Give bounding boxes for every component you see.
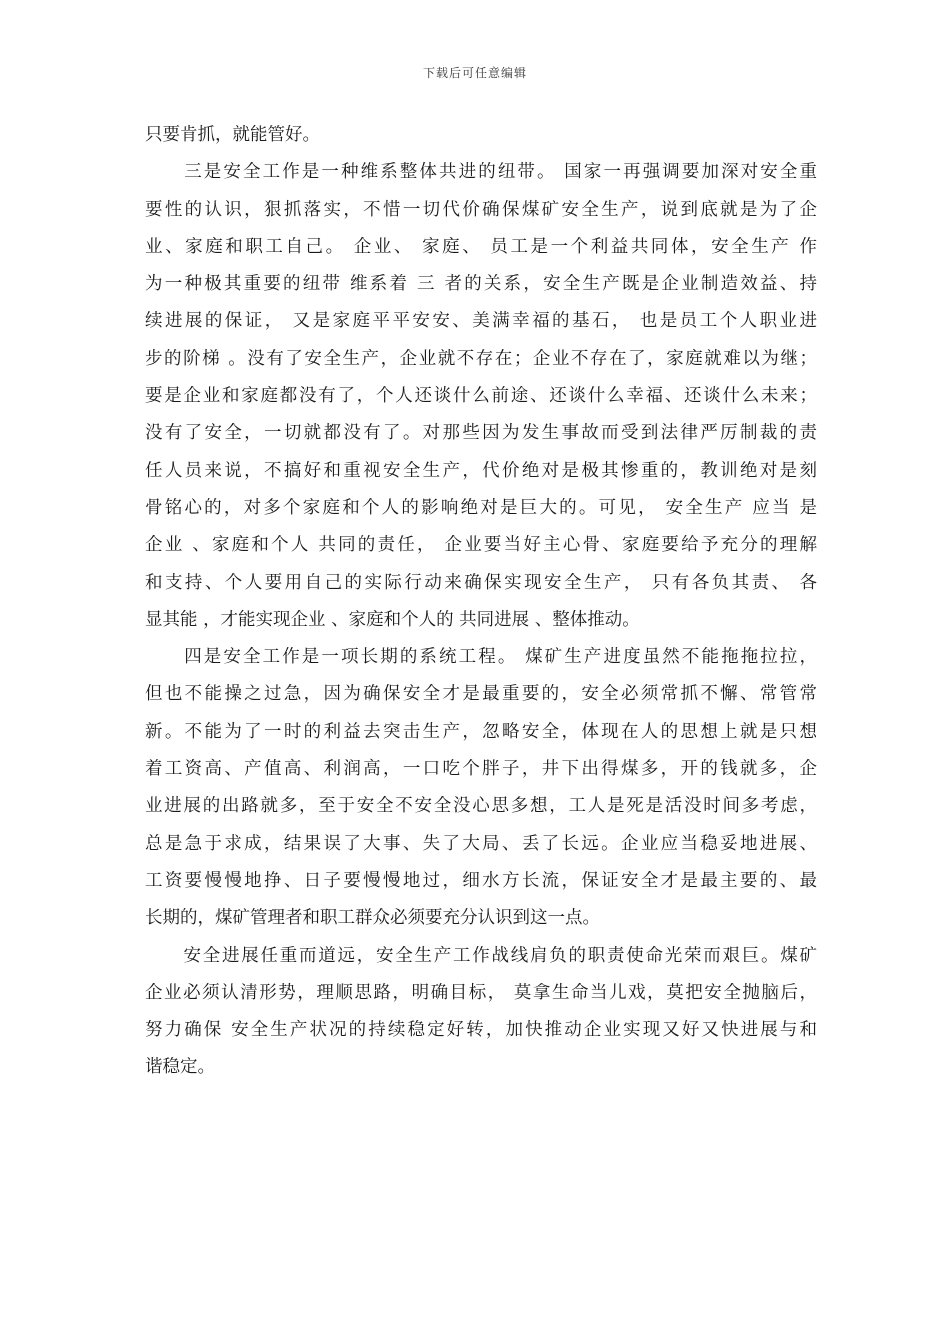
text-line: 业、家庭和职工自己。 企业、 家庭、 员工是一个利益共同体，安全生产 作 (145, 236, 817, 257)
text-line: 但也不能操之过急，因为确保安全才是最重要的，安全必须常抓不懈、常管常 (145, 684, 817, 705)
text-line: 业进展的出路就多，至于安全不安全没心思多想，工人是死是活没时间多考虑， (145, 796, 817, 817)
text-line: 工资要慢慢地挣、日子要慢慢地过，细水方长流，保证安全才是最主要的、最 (145, 870, 817, 891)
text-line: 三是安全工作是一种维系整体共进的纽带。 国家一再强调要加深对安全重 (145, 162, 817, 183)
text-line: 四是安全工作是一项长期的系统工程。 煤矿生产进度虽然不能拖拖拉拉， (145, 647, 817, 668)
text-line: 新。不能为了一时的利益去突击生产，忽略安全，体现在人的思想上就是只想 (145, 721, 817, 742)
text-line: 显其能 ，才能实现企业 、家庭和个人的 共同进展 、整体推动。 (145, 609, 640, 630)
document-body (145, 117, 817, 1087)
text-line: 着工资高、产值高、利润高，一口吃个胖子，井下出得煤多，开的钱就多，企 (145, 759, 817, 780)
text-line: 为一种极其重要的纽带 维系着 三 者的关系，安全生产既是企业制造效益、持 (145, 274, 817, 295)
text-line: 努力确保 安全生产状况的持续稳定好转，加快推动企业实现又好又快进展与和 (145, 1020, 817, 1041)
text-line: 没有了安全，一切就都没有了。对那些因为发生事故而受到法律严厉制裁的责 (145, 423, 817, 444)
text-line: 和支持、个人要用自己的实际行动来确保实现安全生产， 只有各负其责、 各 (145, 572, 817, 593)
text-line: 企业 、家庭和个人 共同的责任， 企业要当好主心骨、家庭要给予充分的理解 (145, 535, 817, 556)
text-line: 骨铭心的，对多个家庭和个人的影响绝对是巨大的。可见， 安全生产 应当 是 (145, 497, 817, 518)
text-line: 步的阶梯 。没有了安全生产，企业就不存在；企业不存在了，家庭就难以为继； (145, 348, 817, 369)
page-header: 下载后可任意编辑 (422, 66, 527, 80)
text-line: 要是企业和家庭都没有了，个人还谈什么前途、还谈什么幸福、还谈什么未来； (145, 386, 817, 407)
text-line: 长期的，煤矿管理者和职工群众必须要充分认识到这一点。 (145, 908, 600, 929)
text-line: 要性的认识，狠抓落实，不惜一切代价确保煤矿安全生产，说到底就是为了企 (145, 199, 817, 220)
text-line: 总是急于求成，结果误了大事、失了大局、丢了长远。企业应当稳妥地进展、 (145, 833, 817, 854)
text-line: 企业必须认清形势，理顺思路，明确目标， 莫拿生命当儿戏，莫把安全抛脑后， (145, 982, 817, 1003)
text-line: 续进展的保证， 又是家庭平平安安、美满幸福的基石， 也是员工个人职业进 (145, 311, 817, 332)
text-line: 任人员来说，不搞好和重视安全生产，代价绝对是极其惨重的，教训绝对是刻 (145, 460, 817, 481)
text-line: 只要肯抓，就能管好。 (145, 125, 320, 145)
text-line: 安全进展任重而道远，安全生产工作战线肩负的职责使命光荣而艰巨。煤矿 (145, 945, 817, 966)
text-line: 谐稳定。 (145, 1057, 215, 1078)
